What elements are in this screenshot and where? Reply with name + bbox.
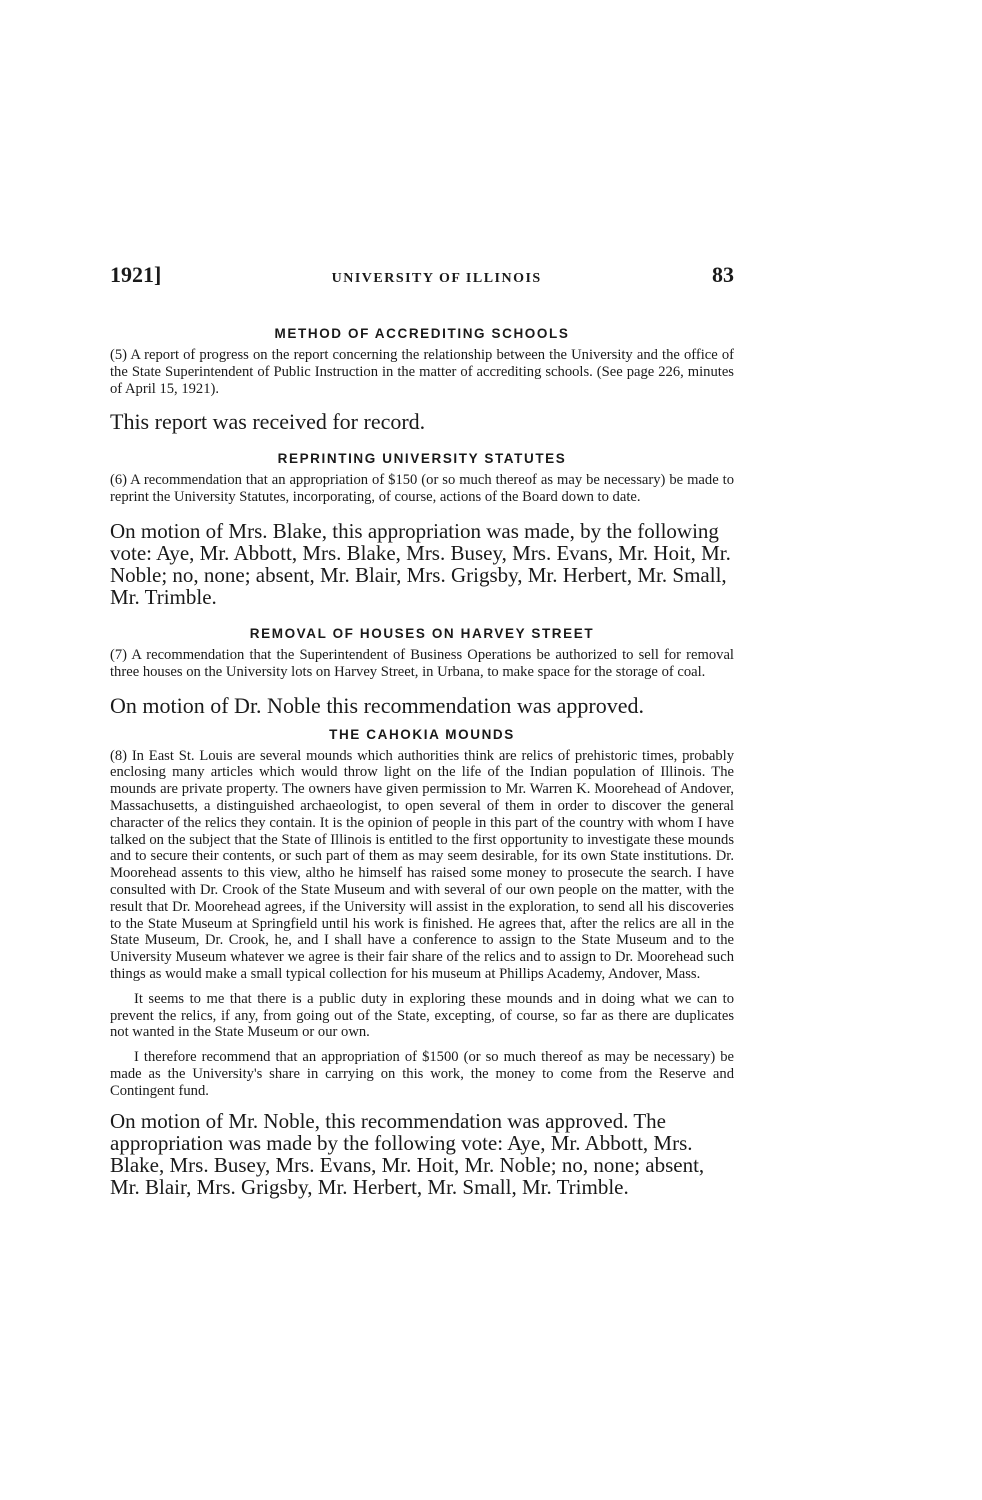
item-paragraph: I therefore recommend that an appropriation of $1500 (or so much thereof as may be necessary) be made as the University's share in carrying on this work, the money to come from the Reserve and Contingent fund. <box>110 1049 734 1099</box>
section-harvey-street <box>110 626 734 717</box>
board-action: On motion of Dr. Noble this recommendation was approved. <box>110 692 645 718</box>
board-action: On motion of Mrs. Blake, this appropriation was made, by the following vote: Aye, Mr. Abbott, Mrs. Blake, Mrs. Busey, Mrs. Evans, Mr. Hoit, Mr. Noble; no, none; absent, Mr. Blair, Mrs. Grigsby, Mr. Herbert, Mr. Small, Mr. Trimble. <box>110 518 731 609</box>
document-page <box>110 262 734 1198</box>
section-title: METHOD OF ACCREDITING SCHOOLS <box>274 326 570 341</box>
board-action: On motion of Mr. Noble, this recommendation was approved. The appropriation was made by the following vote: Aye, Mr. Abbott, Mrs. Blake, Mrs. Busey, Mrs. Evans, Mr. Hoit, Mr. Noble; no, none; absent, Mr. Blair, Mrs. Grigsby, Mr. Herbert, Mr. Small, Mr. Trimble. <box>110 1108 705 1199</box>
page-number: 83 <box>711 262 734 287</box>
section-cahokia-mounds <box>110 727 734 1198</box>
item-paragraph: (6) A recommendation that an appropriation of $150 (or so much thereof as may be necessary) be made to reprint the University Statutes, incorporating, of course, actions of the Board down to date. <box>110 472 734 506</box>
board-action: This report was received for record. <box>110 409 426 435</box>
header-year: 1921] <box>110 262 162 287</box>
item-paragraph: (5) A report of progress on the report concerning the relationship between the University and the office of the State Superintendent of Public Instruction in the matter of accrediting schools. (See page 226, minutes of April 15, 1921). <box>110 347 734 397</box>
header-title: UNIVERSITY OF ILLINOIS <box>331 271 542 286</box>
section-title: REMOVAL OF HOUSES ON HARVEY STREET <box>249 625 595 641</box>
section-title: REPRINTING UNIVERSITY STATUTES <box>277 451 567 467</box>
section-reprinting-statutes <box>110 451 734 608</box>
section-accrediting-schools <box>110 326 734 433</box>
item-paragraph: It seems to me that there is a public duty in exploring these mounds and in doing what we can to prevent the relics, if any, from going out of the State, excepting, of course, so far as there are duplicates not wanted in the State Museum or our own. <box>110 990 734 1041</box>
item-paragraph: (8) In East St. Louis are several mounds which authorities think are relics of prehistoric times, probably enclosing many articles which would throw light on the life of the Indian population of Illinois. The mounds are private property. The owners have given permission to Mr. Warren K. Moorehead of Andover, Massachusetts, a distinguished archaeologist, to open several of them in order to discover the general character of the relics they contain. It is the opinion of people in this part of the country with whom I have talked on the subject that the State of Illinois is entitled to the first opportunity to investigate these mounds and to secure their contents, or such part of them as may seem desirable, for its own State institutions. Dr. Moorehead assents to this view, altho he himself has raised some money to prosecute the search. I have consulted with Dr. Crook of the State Museum and with several of our own people on the matter, with the result that Dr. Moorehead agrees, if the University will assist in the exploration, to send all his discoveries to the State Museum at Springfield until his work is finished. He agrees that, after the relics are all in the State Museum, Dr. Crook, he, and I shall have a conference to assign to the State Museum and to the University Museum whatever we agree is their fair share of the relics and to assign to Dr. Moorehead such things as would make a small typical collection for his museum at Phillips Academy, Andover, Mass. <box>110 747 734 982</box>
item-paragraph: (7) A recommendation that the Superintendent of Business Operations be authorized to sell for removal three houses on the University lots on Harvey Street, in Urbana, to make space for the storage of coal. <box>110 646 734 680</box>
page-header <box>110 262 734 288</box>
section-title: THE CAHOKIA MOUNDS <box>329 726 515 742</box>
